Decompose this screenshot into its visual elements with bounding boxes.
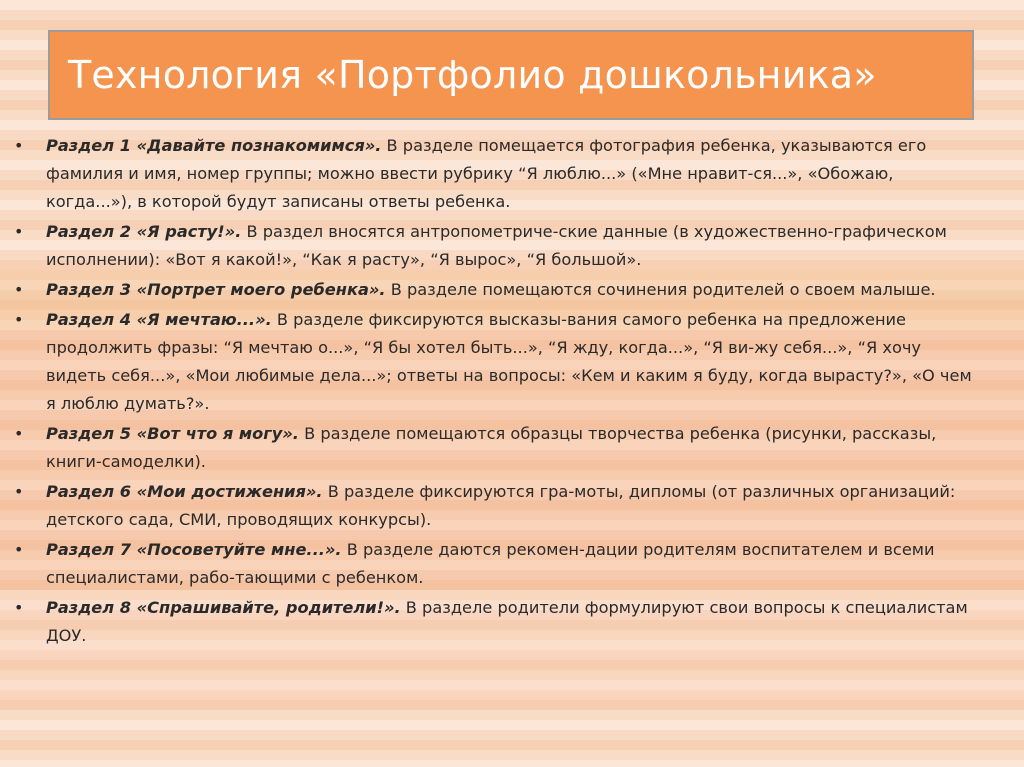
section-text: В раздел вносятся антропометриче-ские данные (в художественно-графическом исполнении): «Вот я какой!», “Как я расту», “Я вырос», “Я большой». (46, 222, 947, 269)
list-item (0, 478, 1024, 534)
section-heading: Раздел 2 «Я расту!». (46, 222, 242, 241)
bullet-icon: • (14, 482, 24, 501)
section-heading: Раздел 4 «Я мечтаю...». (46, 310, 272, 329)
section-text: В разделе помещаются сочинения родителей о своем малыше. (385, 280, 936, 299)
bullet-icon: • (14, 540, 24, 559)
bullet-icon: • (14, 424, 24, 443)
section-text: В разделе родители формулируют свои вопросы к специалистам ДОУ. (46, 598, 968, 645)
bullet-icon: • (14, 280, 24, 299)
section-heading: Раздел 5 «Вот что я могу». (46, 424, 299, 443)
sections-list (0, 132, 1024, 652)
section-text: В разделе даются рекомен-дации родителям воспитателем и всеми специалистами, рабо-тающими с ребенком. (46, 540, 935, 587)
bullet-icon: • (14, 310, 24, 329)
list-item (0, 306, 1024, 418)
list-item (0, 536, 1024, 592)
list-item (0, 420, 1024, 476)
title-box (48, 30, 974, 120)
bullet-icon: • (14, 136, 24, 155)
bullet-icon: • (14, 598, 24, 617)
section-text: В разделе фиксируются высказы-вания самого ребенка на предложение продолжить фразы: “Я мечтаю о...», “Я бы хотел быть...», “Я жду, когда...», “Я ви-жу себя...», “Я хочу видеть себя...», «Мои любимые дела...»; ответы на вопросы: «Кем и каким я буду, когда вырасту?», «О чем я люблю думать?». (46, 310, 972, 413)
section-heading: Раздел 1 «Давайте познакомимся». (46, 136, 382, 155)
section-heading: Раздел 8 «Спрашивайте, родители!». (46, 598, 401, 617)
list-item (0, 218, 1024, 274)
section-heading: Раздел 3 «Портрет моего ребенка». (46, 280, 386, 299)
list-item (0, 132, 1024, 216)
section-heading: Раздел 7 «Посоветуйте мне...». (46, 540, 342, 559)
section-text: В разделе фиксируются гра-моты, дипломы (от различных организаций: детского сада, СМИ, проводящих конкурсы). (46, 482, 956, 529)
section-text: В разделе помещаются образцы творчества ребенка (рисунки, рассказы, книги-самоделки). (46, 424, 937, 471)
section-heading: Раздел 6 «Мои достижения». (46, 482, 323, 501)
slide-title: Технология «Портфолио дошкольника» (68, 53, 877, 97)
bullet-icon: • (14, 222, 24, 241)
section-text: В разделе помещается фотография ребенка, указываются его фамилия и имя, номер группы; можно ввести рубрику “Я люблю...» («Мне нравит-ся...», «Обожаю, когда...»), в которой будут записаны ответы ребенка. (46, 136, 927, 211)
list-item (0, 594, 1024, 650)
list-item (0, 276, 1024, 304)
